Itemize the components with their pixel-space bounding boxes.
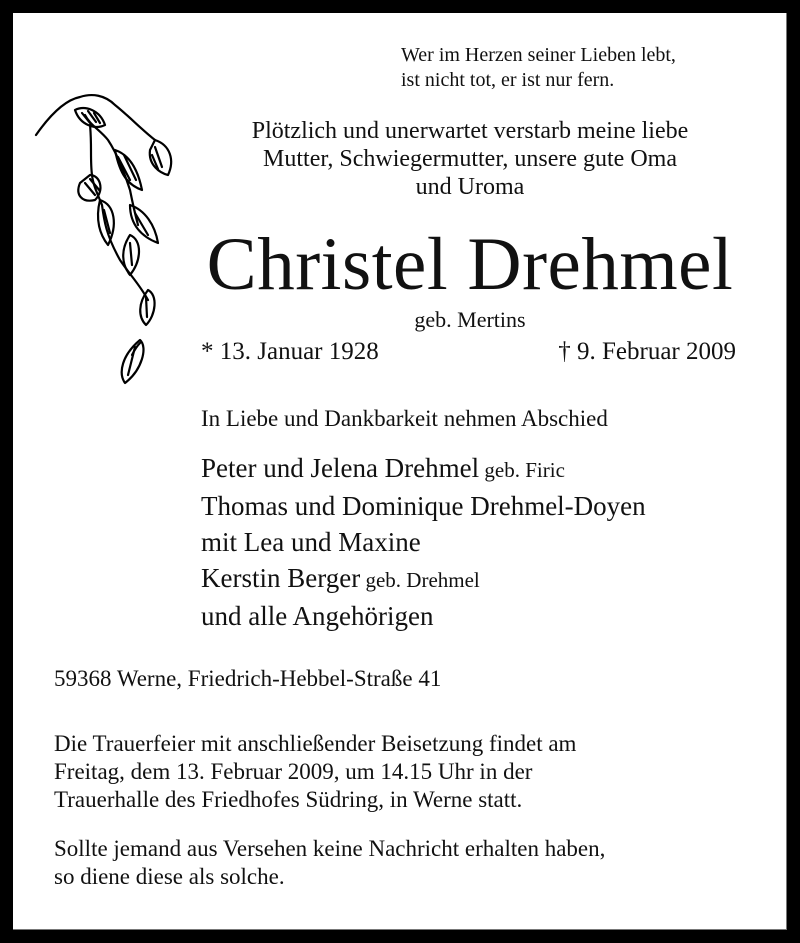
address: 59368 Werne, Friedrich-Hebbel-Straße 41 — [54, 666, 442, 691]
mourner-name: Thomas und Dominique Drehmel-Doyen — [201, 491, 646, 521]
service-line: Freitag, dem 13. Februar 2009, um 14.15 Uhr in der — [54, 759, 533, 784]
service-line: Trauerhalle des Friedhofes Südring, in Werne statt. — [54, 787, 523, 812]
motto-line: ist nicht tot, er ist nur fern. — [401, 69, 615, 91]
mourners-list — [201, 450, 646, 634]
maiden-name: geb. Mertins — [414, 307, 526, 332]
mourner-item — [201, 450, 646, 488]
mourner-item — [201, 560, 646, 598]
mourner-name: mit Lea und Maxine — [201, 527, 421, 557]
motto-line: Wer im Herzen seiner Lieben lebt, — [401, 44, 676, 66]
farewell-text: In Liebe und Dankbarkeit nehmen Abschied — [201, 406, 608, 431]
notice-text — [54, 835, 605, 891]
birth-date: * 13. Januar 1928 — [201, 338, 379, 365]
intro-line: und Uroma — [415, 174, 525, 200]
mourner-name: und alle Angehörigen — [201, 601, 434, 631]
intro-text — [190, 117, 750, 201]
mourner-suffix: geb. Firic — [479, 458, 565, 482]
motto-quote — [401, 43, 676, 93]
mourner-item — [201, 524, 646, 560]
mourner-name: Peter und Jelena Drehmel — [201, 453, 480, 483]
mourner-name: Kerstin Berger — [201, 563, 361, 593]
mourner-suffix: geb. Drehmel — [360, 568, 480, 592]
birch-branch-icon — [30, 85, 180, 395]
mourner-item — [201, 488, 646, 524]
mourner-item — [201, 598, 646, 634]
service-line: Die Trauerfeier mit anschließender Beisetzung findet am — [54, 731, 577, 756]
intro-line: Mutter, Schwiegermutter, unsere gute Oma — [263, 146, 677, 172]
death-date: † 9. Februar 2009 — [558, 338, 736, 365]
notice-line: so diene diese als solche. — [54, 864, 285, 889]
intro-line: Plötzlich und unerwartet verstarb meine liebe — [251, 118, 689, 144]
deceased-name: Christel Drehmel — [206, 223, 734, 306]
service-info — [54, 730, 576, 814]
notice-line: Sollte jemand aus Versehen keine Nachricht erhalten haben, — [54, 836, 606, 861]
